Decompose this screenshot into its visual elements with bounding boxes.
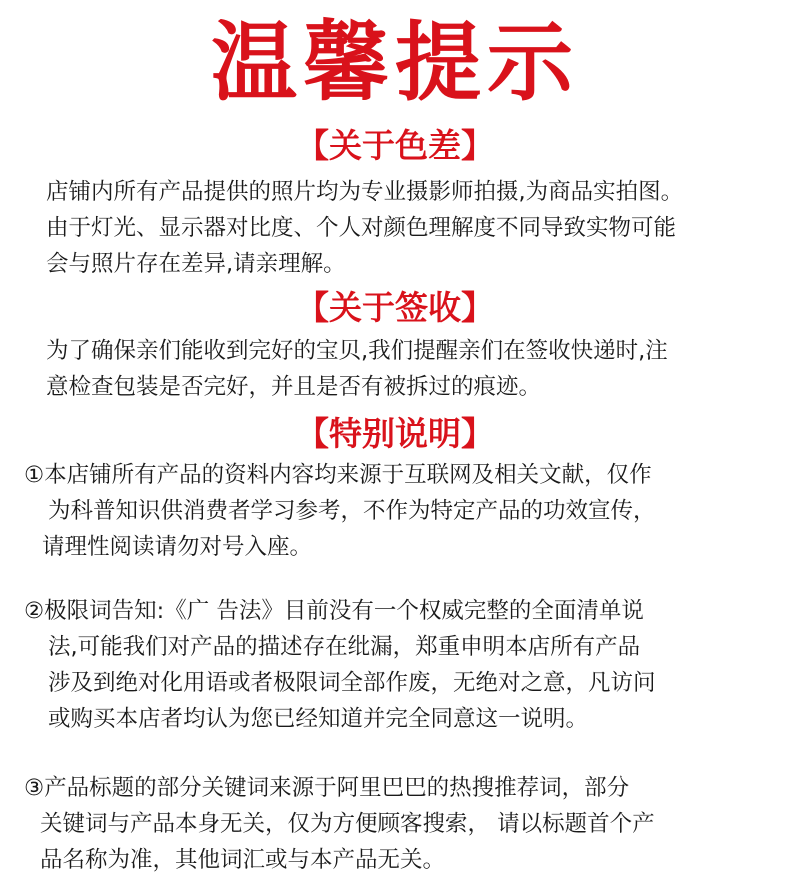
paragraph-line: 为了确保亲们能收到完好的宝贝,我们提醒亲们在签收快递时,注 (46, 338, 668, 364)
paragraph-line: 关键词与产品本身无关，仅为方便顾客搜索， 请以标题首个产 (40, 811, 655, 837)
paragraph-line: 品名称为准，其他词汇或与本产品无关。 (40, 847, 446, 873)
receipt-paragraph (46, 333, 668, 405)
section-heading-special-notes: 【特别说明】 (296, 414, 494, 453)
section-heading-receipt: 【关于签收】 (296, 288, 494, 327)
paragraph-line: 或购买本店者均认为您已经知道并完全同意这一说明。 (48, 706, 589, 732)
special-note-item-1 (24, 457, 656, 565)
paragraph-line: 请理性阅读请勿对号入座。 (42, 534, 313, 560)
paragraph-line: 由于灯光、显示器对比度、个人对颜色理解度不同导致实物可能 (46, 215, 677, 241)
section-heading-color-difference: 【关于色差】 (296, 126, 494, 165)
paragraph-line: ②极限词告知:《广 告法》目前没有一个权威完整的全面清单说 (24, 598, 644, 624)
paragraph-line: 法,可能我们对产品的描述存在纰漏，郑重申明本店所有产品 (48, 634, 641, 660)
paragraph-line: 会与照片存在差异,请亲理解。 (46, 251, 346, 277)
paragraph-line: ③产品标题的部分关键词来源于阿里巴巴的热搜推荐词，部分 (24, 775, 630, 801)
paragraph-line: 涉及到绝对化用语或者极限词全部作废，无绝对之意，凡访问 (48, 670, 656, 696)
paragraph-line: 为科普知识供消费者学习参考，不作为特定产品的功效宣传， (48, 498, 656, 524)
color-difference-paragraph (46, 174, 683, 282)
paragraph-line: ①本店铺所有产品的资料内容均来源于互联网及相关文献，仅作 (24, 462, 652, 488)
special-note-item-2 (24, 593, 656, 737)
special-note-item-3 (24, 770, 655, 878)
page-title: 温馨提示 (211, 13, 579, 113)
paragraph-line: 店铺内所有产品提供的照片均为专业摄影师拍摄,为商品实拍图。 (46, 179, 684, 205)
paragraph-line: 意检查包装是否完好，并且是否有被拆过的痕迹。 (46, 374, 542, 400)
